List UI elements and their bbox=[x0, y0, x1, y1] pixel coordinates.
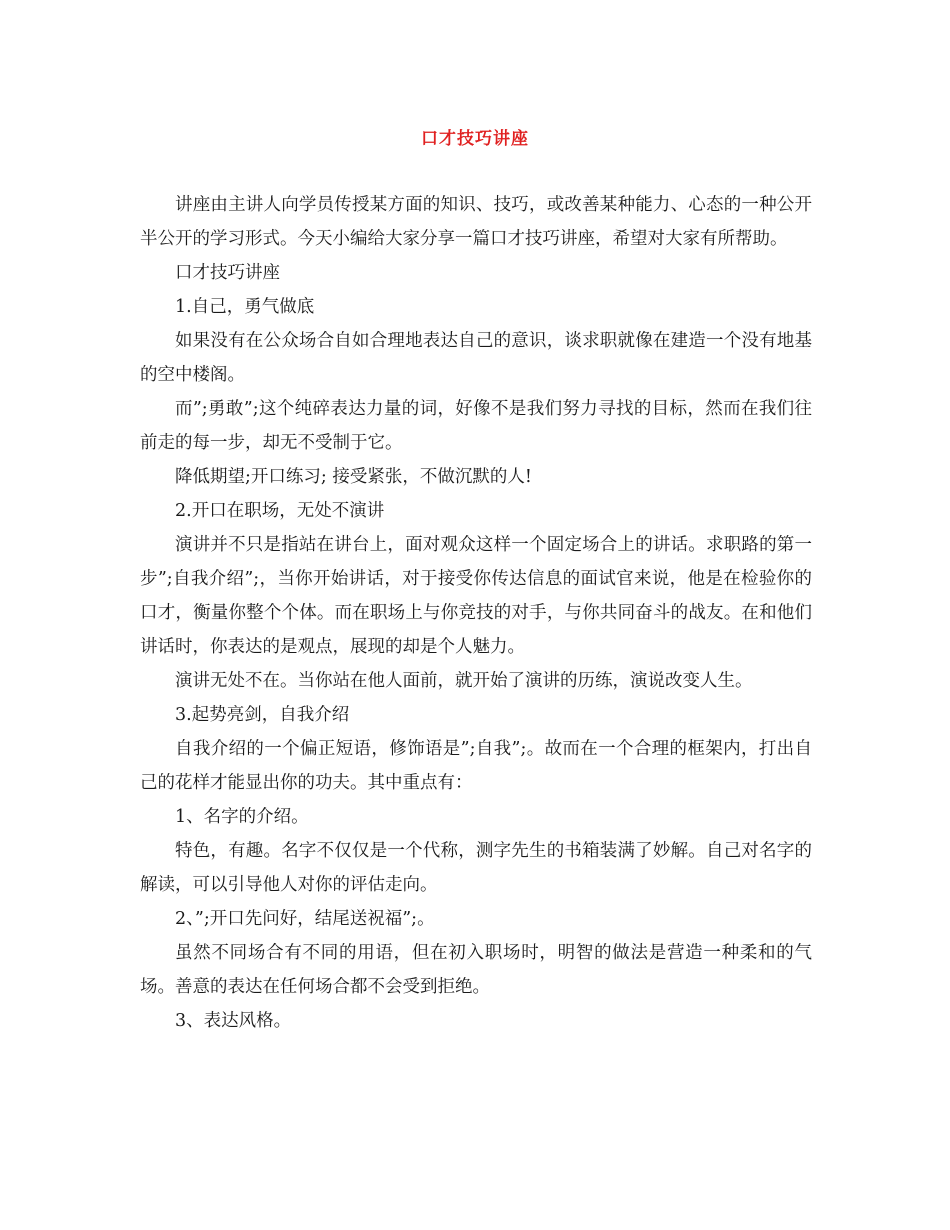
paragraph: 讲座由主讲人向学员传授某方面的知识、技巧，或改善某种能力、心态的一种公开半公开的学习形式。今天小编给大家分享一篇口才技巧讲座，希望对大家有所帮助。 bbox=[140, 195, 812, 249]
paragraph: 虽然不同场合有不同的用语，但在初入职场时，明智的做法是营造一种柔和的气场。善意的表达在任何场合都不会受到拒绝。 bbox=[140, 943, 812, 997]
paragraph: 降低期望;开口练习; 接受紧张，不做沉默的人! bbox=[175, 467, 532, 487]
paragraph: 演讲无处不在。当你站在他人面前，就开始了演讲的历练，演说改变人生。 bbox=[175, 671, 753, 691]
list-item: 1、名字的介绍。 bbox=[175, 807, 309, 827]
subheading: 1.自己，勇气做底 bbox=[175, 297, 315, 317]
document-title: 口才技巧讲座 bbox=[421, 129, 529, 149]
paragraph: 自我介绍的一个偏正短语，修饰语是”;自我”;。故而在一个合理的框架内，打出自己的花样才能显出你的功夫。其中重点有： bbox=[140, 739, 812, 793]
paragraph: 特色，有趣。名字不仅仅是一个代称，测字先生的书箱装满了妙解。自己对名字的解读，可以引导他人对你的评估走向。 bbox=[140, 841, 812, 895]
document-body bbox=[140, 188, 812, 1038]
section-heading: 口才技巧讲座 bbox=[175, 263, 280, 283]
subheading: 2.开口在职场，无处不演讲 bbox=[175, 501, 385, 521]
paragraph: 如果没有在公众场合自如合理地表达自己的意识，谈求职就像在建造一个没有地基的空中楼阁。 bbox=[140, 331, 812, 385]
list-item: 3、表达风格。 bbox=[175, 1011, 292, 1031]
paragraph: 而”;勇敢”;这个纯碎表达力量的词，好像不是我们努力寻找的目标，然而在我们往前走的每一步，却无不受制于它。 bbox=[140, 399, 812, 453]
list-item: 2、”;开口先问好，结尾送祝福”;。 bbox=[175, 909, 435, 929]
paragraph: 演讲并不只是指站在讲台上，面对观众这样一个固定场合上的讲话。求职路的第一步”;自我介绍”;，当你开始讲话，对于接受你传达信息的面试官来说，他是在检验你的口才，衡量你整个个体。而在职场上与你竞技的对手，与你共同奋斗的战友。在和他们讲话时，你表达的是观点，展现的却是个人魅力。 bbox=[140, 535, 812, 657]
subheading: 3.起势亮剑，自我介绍 bbox=[175, 705, 350, 725]
